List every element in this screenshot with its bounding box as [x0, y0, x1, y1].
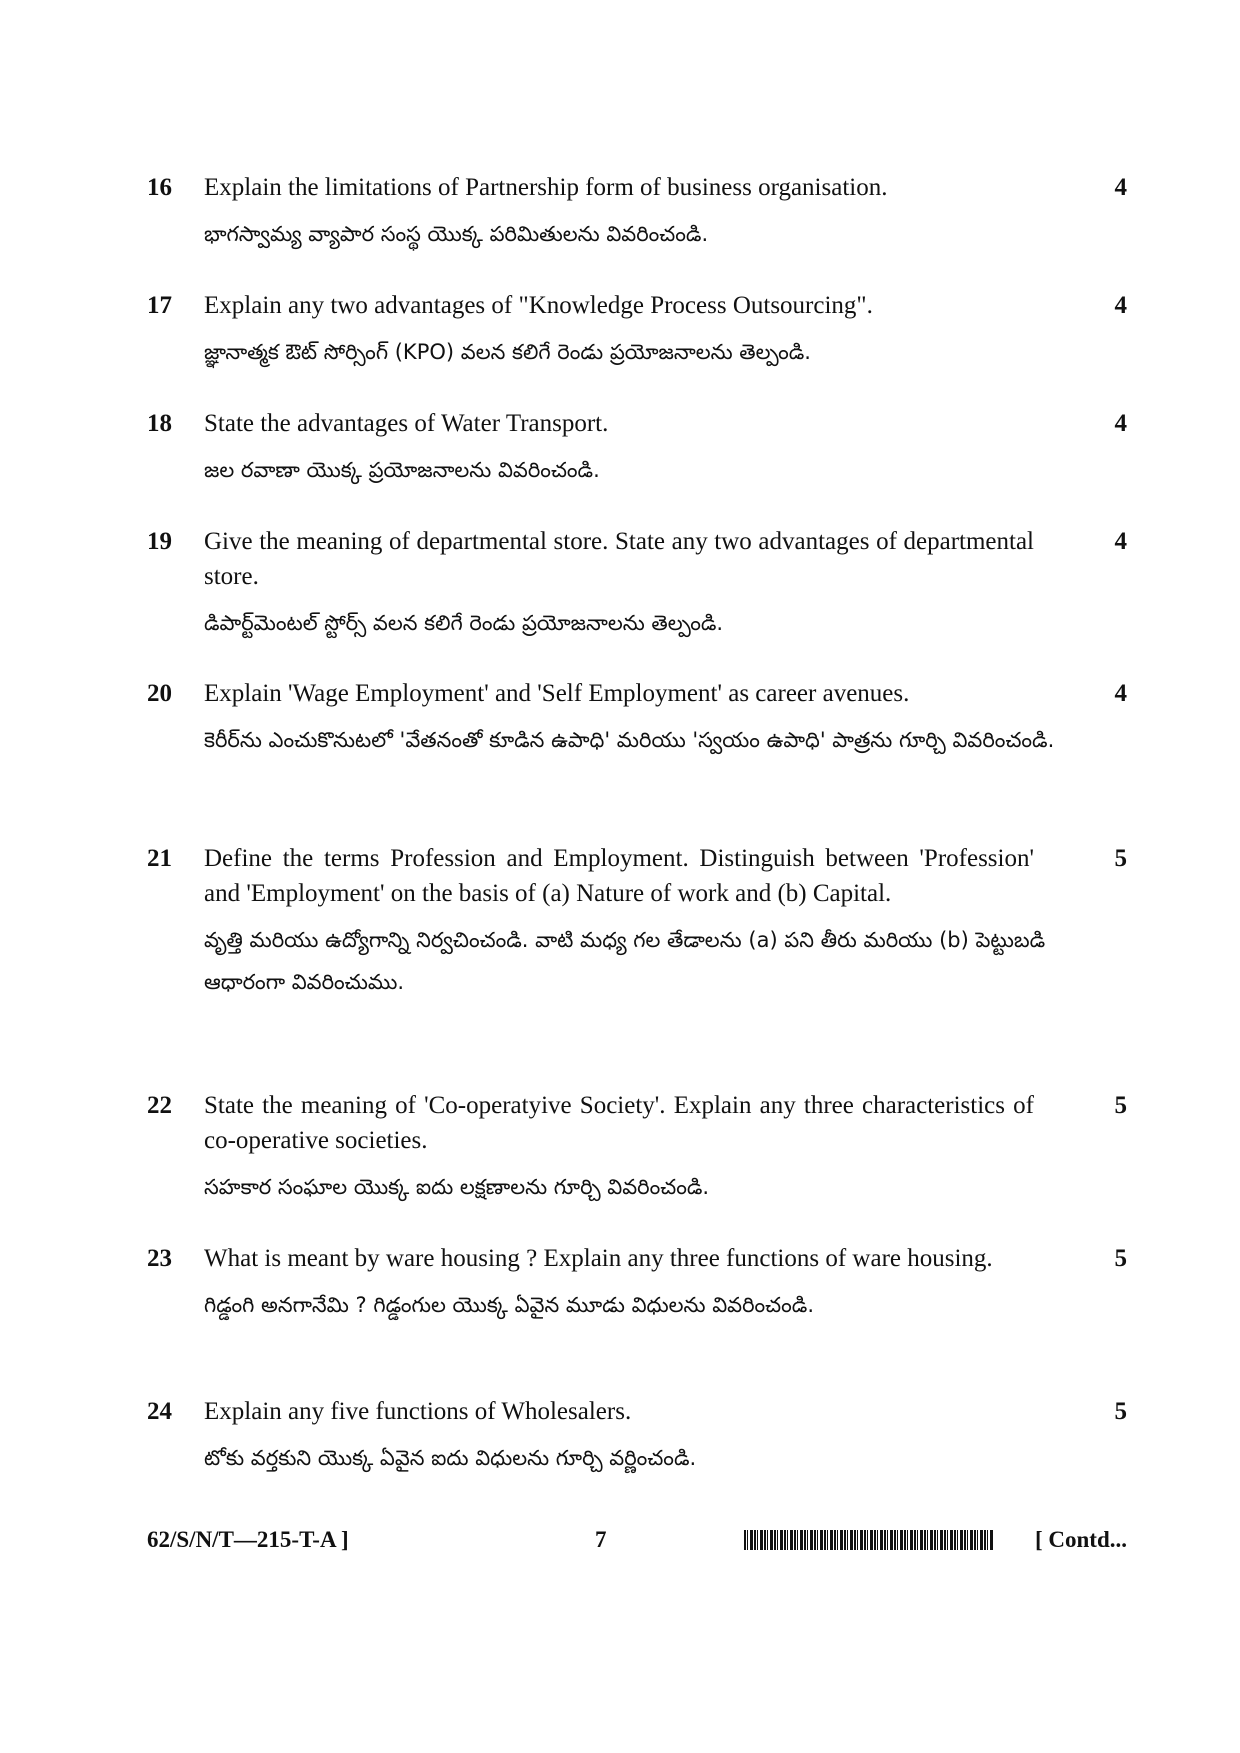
question-text-telugu: జ్ఞానాత్మక ఔట్ సోర్సింగ్ (KPO) వలన కలిగే రెండు ప్రయోజనాలను తెల్పండి.: [204, 340, 811, 364]
question-marks: 4: [1114, 292, 1127, 319]
question-text-telugu: టోకు వర్తకుని యొక్క ఏవైన ఐదు విధులను గూర్చి వర్ణించండి.: [204, 1446, 697, 1470]
question-text-english: State the meaning of 'Co-operatyive Society'. Explain any three characteristics of co-operative societies.: [204, 1092, 1034, 1154]
page-number: 7: [595, 1527, 607, 1552]
question-text-telugu: జల రవాణా యొక్క ప్రయోజనాలను వివరించండి.: [204, 458, 600, 482]
question-marks: 5: [1114, 845, 1127, 872]
question-21: [147, 841, 1127, 1003]
question-20: [147, 676, 1127, 761]
question-number: 19: [147, 528, 172, 555]
question-22: [147, 1088, 1127, 1208]
barcode-icon: [744, 1530, 994, 1550]
question-18: [147, 406, 1127, 491]
question-number: 18: [147, 410, 172, 437]
question-text-english: Explain the limitations of Partnership form of business organisation.: [204, 174, 888, 201]
question-number: 17: [147, 292, 172, 319]
question-text-english: What is meant by ware housing ? Explain any three functions of ware housing.: [204, 1245, 993, 1272]
question-19: [147, 524, 1127, 644]
question-marks: 4: [1114, 680, 1127, 707]
question-text-telugu: వృత్తి మరియు ఉద్యోగాన్ని నిర్వచించండి. వాటి మధ్య గల తేడాలను (a) పని తీరు మరియు (b) పెట్టుబడి ఆధారంగా వివరించుము.: [204, 928, 1046, 994]
question-text-telugu: కెరీర్‌ను ఎంచుకొనుటలో 'వేతనంతో కూడిన ఉపాధి' మరియు 'స్వయం ఉపాధి' పాత్రను గూర్చి వివరించండి.: [204, 728, 1055, 752]
question-text-english: Explain 'Wage Employment' and 'Self Employment' as career avenues.: [204, 680, 910, 707]
question-number: 23: [147, 1245, 172, 1272]
question-text-telugu: డిపార్ట్‌మెంటల్ స్టోర్స్ వలన కలిగే రెండు ప్రయోజనాలను తెల్పండి.: [204, 611, 724, 635]
question-marks: 4: [1114, 174, 1127, 201]
question-text-english: State the advantages of Water Transport.: [204, 410, 609, 437]
continued-label: [ Contd...: [1034, 1527, 1127, 1552]
question-text-english: Explain any five functions of Wholesalers.: [204, 1398, 632, 1425]
question-number: 16: [147, 174, 172, 201]
question-16: [147, 170, 1127, 255]
question-23: [147, 1241, 1127, 1326]
page-footer: [147, 1520, 1127, 1560]
question-text-english: Define the terms Profession and Employment. Distinguish between 'Profession' and 'Employment' on the basis of (a) Nature of work and (b) Capital.: [204, 845, 1034, 907]
question-marks: 5: [1114, 1398, 1127, 1425]
paper-code: 62/S/N/T—215-T-A ]: [147, 1527, 349, 1552]
question-text-english: Give the meaning of departmental store. State any two advantages of departmental store.: [204, 528, 1034, 590]
question-number: 24: [147, 1398, 172, 1425]
question-text-telugu: సహకార సంఘాల యొక్క ఐదు లక్షణాలను గూర్చి వివరించండి.: [204, 1175, 710, 1199]
question-marks: 4: [1114, 528, 1127, 555]
question-number: 22: [147, 1092, 172, 1119]
question-text-english: Explain any two advantages of "Knowledge Process Outsourcing".: [204, 292, 873, 319]
question-number: 21: [147, 845, 172, 872]
question-marks: 4: [1114, 410, 1127, 437]
question-text-telugu: గిడ్డంగి అనగానేమి ? గిడ్డంగుల యొక్క ఏవైన మూడు విధులను వివరించండి.: [204, 1293, 814, 1317]
question-24: [147, 1394, 1127, 1479]
question-number: 20: [147, 680, 172, 707]
question-marks: 5: [1114, 1092, 1127, 1119]
question-text-telugu: భాగస్వామ్య వ్యాపార సంస్థ యొక్క పరిమితులను వివరించండి.: [204, 222, 709, 246]
question-marks: 5: [1114, 1245, 1127, 1272]
question-17: [147, 288, 1127, 373]
